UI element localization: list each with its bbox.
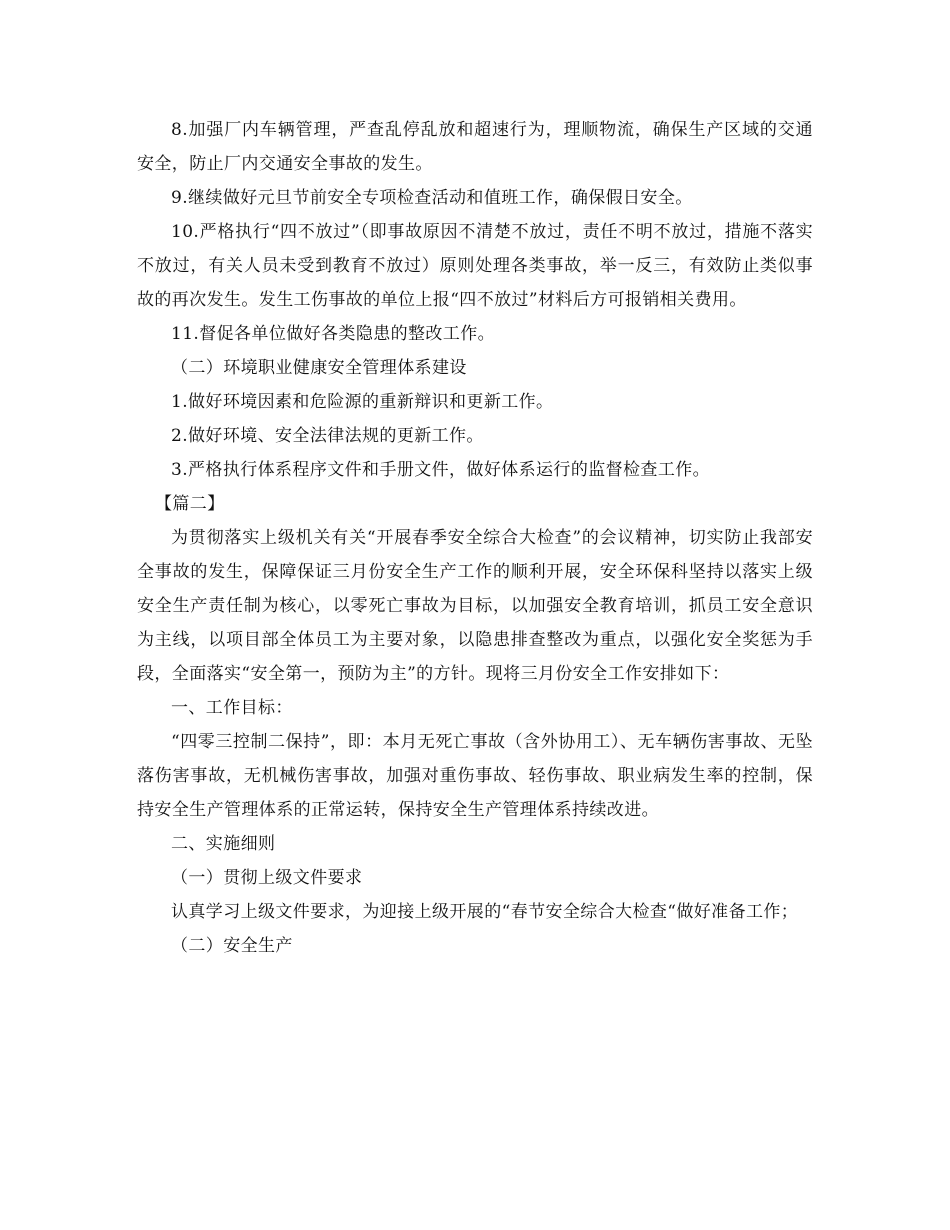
paragraph-item-3: 3.严格执行体系程序文件和手册文件，做好体系运行的监督检查工作。 <box>171 460 711 480</box>
paragraph-item-8: 8.加强厂内车辆管理，严查乱停乱放和超速行为，理顺物流，确保生产区域的交通安全，防止厂内交通安全事故的发生。 <box>137 120 813 174</box>
paragraph-item-2: 2.做好环境、安全法律法规的更新工作。 <box>171 426 484 446</box>
section-marker-part-two: 【篇二】 <box>155 494 225 514</box>
subsection-heading-superior-documents: （一）贯彻上级文件要求 <box>171 868 363 888</box>
document-body <box>137 113 813 963</box>
paragraph-study-documents: 认真学习上级文件要求，为迎接上级开展的“春节安全综合大检查“做好准备工作； <box>171 902 799 922</box>
section-heading-work-goals: 一、工作目标： <box>171 698 293 718</box>
paragraph-item-11: 11.督促各单位做好各类隐患的整改工作。 <box>171 324 496 344</box>
subsection-heading-safe-production: （二）安全生产 <box>171 936 293 956</box>
paragraph-item-1: 1.做好环境因素和危险源的重新辩识和更新工作。 <box>171 392 554 412</box>
paragraph-item-9: 9.继续做好元旦节前安全专项检查活动和值班工作，确保假日安全。 <box>171 188 693 208</box>
section-heading-implementation: 二、实施细则 <box>171 834 276 854</box>
paragraph-goals: “四零三控制二保持”，即：本月无死亡事故（含外协用工）、无车辆伤害事故、无坠落伤害事故，无机械伤害事故，加强对重伤事故、轻伤事故、职业病发生率的控制，保持安全生产管理体系的正常运转，保持安全生产管理体系持续改进。 <box>137 732 813 820</box>
paragraph-item-10: 10.严格执行“四不放过”（即事故原因不清楚不放过，责任不明不放过，措施不落实不放过，有关人员未受到教育不放过）原则处理各类事故，举一反三，有效防止类似事故的再次发生。发生工伤事故的单位上报“四不放过”材料后方可报销相关费用。 <box>137 222 813 310</box>
section-heading-ehs-system: （二）环境职业健康安全管理体系建设 <box>171 358 467 378</box>
paragraph-intro: 为贯彻落实上级机关有关“开展春季安全综合大检查”的会议精神，切实防止我部安全事故的发生，保障保证三月份安全生产工作的顺利开展，安全环保科坚持以落实上级安全生产责任制为核心，以零死亡事故为目标，以加强安全教育培训，抓员工安全意识为主线，以项目部全体员工为主要对象，以隐患排查整改为重点，以强化安全奖惩为手段，全面落实“安全第一，预防为主”的方针。现将三月份安全工作安排如下： <box>137 528 813 684</box>
